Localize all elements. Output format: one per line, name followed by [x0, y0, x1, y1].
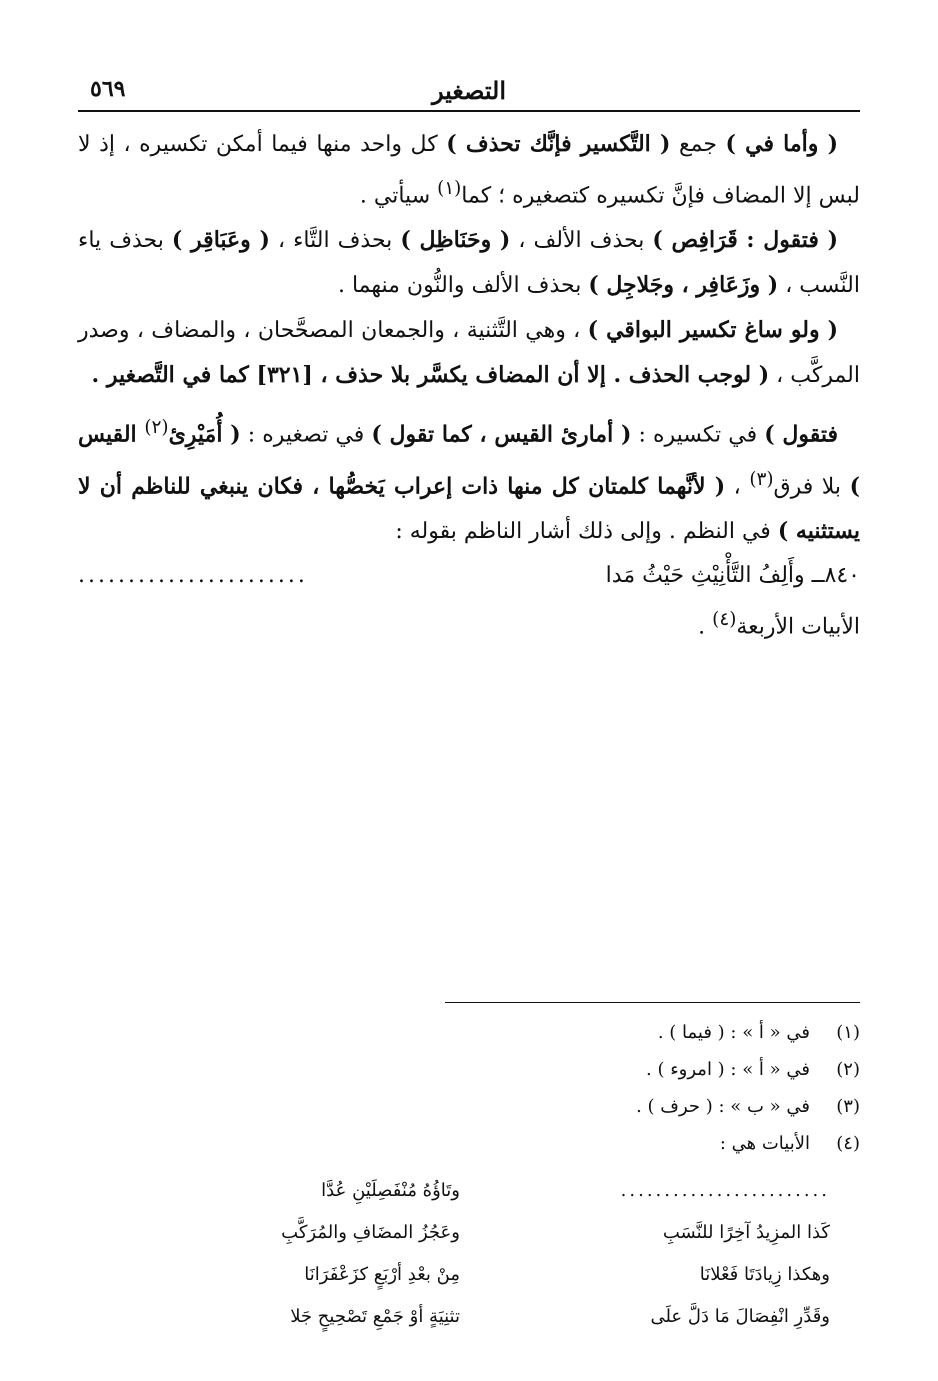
verse-hemistich-right: وقَدِّرِ انْفِصَالَ مَا دَلَّ علَى	[650, 1306, 830, 1327]
bold-phrase: ( وأما في )	[725, 131, 838, 157]
footnote-item	[78, 1051, 860, 1088]
text-span: بحذف الألف والنُّون منهما .	[337, 273, 589, 299]
verse-hemistich-left: تثنِيَةٍ أوْ جَمْعِ تَصْحِيحٍ جَلا	[290, 1306, 460, 1327]
text-span: سيأتي .	[359, 183, 438, 209]
text-span: في تصغيره :	[240, 422, 372, 448]
bold-phrase: ( أُمَيْرِئ	[168, 421, 241, 448]
text-span: بلا فرق	[773, 473, 850, 499]
text-span: جمع	[670, 132, 726, 157]
paragraph-5	[78, 598, 860, 649]
footnote-ref: (٢)	[144, 417, 169, 439]
poem-row	[140, 1296, 830, 1338]
bold-phrase: ( لوجب الحذف . إلا أن المضاف يكسَّر بلا حذف ، [٣٢١] كما في التَّصغير .	[91, 362, 770, 389]
text-span: ،	[725, 473, 750, 499]
footnote-ref: (١)	[437, 178, 462, 199]
bold-phrase: فتقول )	[764, 421, 838, 448]
text-span: بحذف التَّاء ،	[269, 228, 401, 254]
bold-phrase: ( التَّكسير فإنَّك تحذف )	[446, 131, 671, 157]
verse-text: ٨٤٠ــ وأَلِفُ التَّأْنِيْثِ حَيْثُ مَدا	[605, 562, 860, 588]
verse-line	[78, 554, 860, 598]
bold-phrase: ( لأنَّهما كلمتان كل منها ذات إعراب يَخصُّها ، فكان ينبغي للناظم أن لا يستثنيه )	[78, 472, 860, 544]
footnote-number: (٤)	[836, 1133, 860, 1154]
footnote-ref: (٤)	[712, 608, 737, 630]
verse-hemistich-right: كَذا المزِيدُ آخِرًا للنَّسَبِ	[662, 1222, 830, 1243]
page-title: التصغير	[431, 76, 507, 105]
bold-phrase: ( أمارئ القيس ، كما تقول )	[371, 421, 632, 448]
text-span: في تكسيره :	[631, 422, 765, 448]
text-span: بحذف الألف ،	[510, 228, 653, 254]
text-span: ، وهي التَّثنية ، والجمعان المصحَّحان ، والمضاف ، وصدر المركَّب ،	[78, 318, 860, 389]
page-number: ٥٦٩	[90, 76, 126, 102]
footnote-rule	[445, 1002, 860, 1003]
paragraph-1	[78, 122, 860, 218]
header-rule	[78, 110, 860, 112]
verse-hemistich-left: مِنْ بعْدِ أرْبَعٍ كزَعْفَرَانَا	[304, 1264, 460, 1285]
bold-phrase: ( فتقول : قَرَافِص )	[652, 227, 838, 254]
bold-phrase: ( وعَبَاقِر )	[171, 227, 270, 254]
paragraph-3	[78, 308, 860, 398]
text-span: الأبيات الأربعة	[736, 614, 860, 640]
poem-row	[140, 1170, 830, 1212]
verse-ellipsis: .......................	[78, 562, 308, 588]
poem-verses	[140, 1170, 830, 1338]
poem-row	[140, 1212, 830, 1254]
text-span: بحذف ياء النَّسب ،	[78, 228, 860, 299]
paragraph-2	[78, 218, 860, 308]
poem-row	[140, 1254, 830, 1296]
bold-phrase: ( وحَنَاظِل )	[400, 227, 511, 254]
footnote-item	[78, 1088, 860, 1125]
page-header	[78, 72, 860, 110]
footnote-item	[78, 1014, 860, 1051]
verse-hemistich-right: ........................	[620, 1180, 830, 1201]
verse-hemistich-left: وتَاؤُهُ مُنْفَصِلَيْنِ عُدَّا	[321, 1180, 460, 1201]
footnote-text: الأبيات هي :	[719, 1133, 810, 1154]
bold-phrase: القيس )	[78, 421, 860, 499]
footnote-number: (٢)	[836, 1059, 860, 1080]
verse-hemistich-left: وعَجُزُ المضَافِ والمُرَكَّبِ	[281, 1222, 460, 1243]
bold-phrase: ( وزَعَافِر ، وجَلاجِل )	[588, 272, 779, 299]
footnote-item	[78, 1125, 860, 1162]
text-span: .	[698, 614, 713, 640]
footnote-number: (١)	[836, 1022, 860, 1043]
footnote-text: في « أ » : ( فيما ) .	[657, 1022, 810, 1043]
footnote-text: في « ب » : ( حرف ) .	[636, 1096, 810, 1117]
footnote-text: في « أ » : ( امروء ) .	[646, 1059, 810, 1080]
footnote-number: (٣)	[836, 1096, 860, 1117]
footnotes	[78, 1014, 860, 1162]
footnote-ref: (٣)	[749, 468, 774, 490]
text-span: في النظم . وإلى ذلك أشار الناظم بقوله :	[395, 518, 778, 544]
verse-hemistich-right: وهكذا زِيادَتَا فَعْلانَا	[699, 1264, 830, 1285]
paragraph-4	[78, 406, 860, 554]
text-span: كل واحد منها فيما أمكن تكسيره ، إذ لا لبس إلا المضاف فإنَّ تكسيره كتصغيره ؛ كما	[78, 132, 860, 209]
bold-phrase: ( ولو ساغ تكسير البواقي )	[587, 317, 838, 344]
main-text	[78, 122, 860, 649]
